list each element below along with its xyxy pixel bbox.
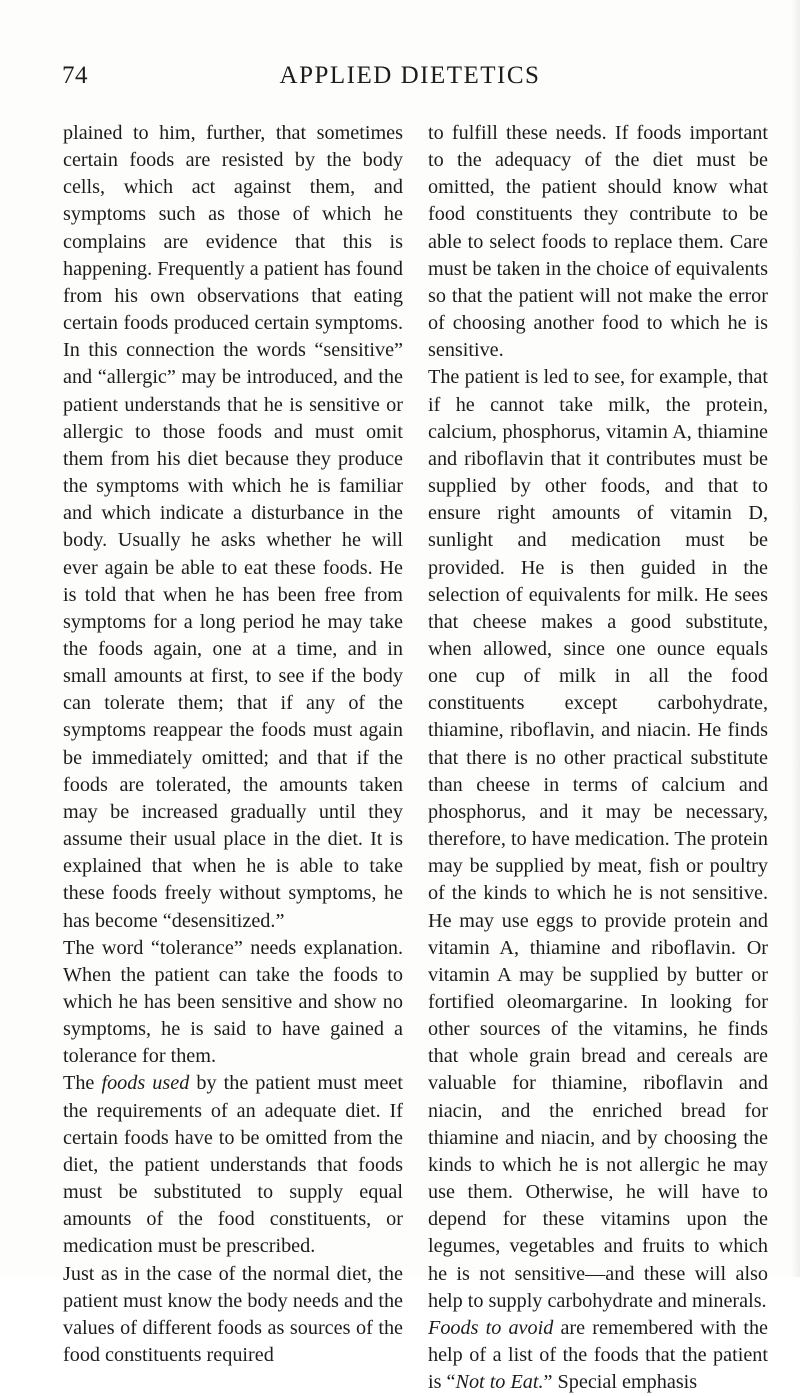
text-run: by the patient must meet the requirements of an adequate diet. If certain foods have to be omitted from the diet, the patient understands that foods must be substituted to supply equal amounts of the food constituents, or medication must be prescribed. bbox=[63, 1072, 404, 1258]
text-run: are remembered with the help of a list of the foods that the patient is “ bbox=[428, 1316, 768, 1394]
paragraph: The word “tolerance” needs explanation. When the patient can take the foods to which he has been sensitive and show no symptoms, he is said to have gained a tolerance for them. bbox=[63, 936, 403, 1068]
right-column bbox=[428, 120, 768, 1396]
page-header bbox=[0, 62, 800, 102]
paragraph: plained to him, further, that sometimes certain foods are resisted by the body cells, which act against them, and symptoms such as those of which he complains are evidence that this is happening. Frequently a patient has found from his own observations that eating certain foods produced certain symptoms. In this connection the words “sensitive” and “allergic” may be introduced, and the patient understands that he is sensitive or allergic to those foods and must omit them from his diet because they produce the symptoms with which he is familiar and which indicate a disturbance in the body. Usually he asks whether he will ever again be able to eat these foods. He is told that when he has been free from symptoms for a long period he may take the foods again, one at a time, and in small amounts at first, to see if the body can tolerate them; that if any of the symptoms reappear the foods must again be immediately omitted; and that if the foods are tolerated, the amounts taken may be increased gradually until they assume their usual place in the diet. It is explained that when he is able to take these foods freely without symptoms, he has become “desensitized.” bbox=[63, 122, 403, 932]
italic-term: foods used bbox=[101, 1072, 190, 1095]
paragraph: to fulfill these needs. If foods important to the adequacy of the diet must be omitted, the patient should know what food constituents they contribute to be able to select foods to replace them. Care must be taken in the choice of equivalents so that the patient will not make the error of choosing another food to which he is sensitive. bbox=[428, 122, 768, 362]
italic-term: Foods to avoid bbox=[428, 1316, 554, 1339]
paragraph: The patient is led to see, for example, that if he cannot take milk, the protein, calcium, phosphorus, vitamin A, thiamine and riboflavin that it contributes must be supplied by other foods, and that to ensure right amounts of vitamin D, sunlight and medication must be provided. He is then guided in the selection of equivalents for milk. He sees that cheese makes a good substitute, when allowed, since one ounce equals one cup of milk in all the food constituents except carbohydrate, thiamine, riboflavin, and niacin. He finds that there is no other practical substitute than cheese in terms of calcium and phosphorus, and it may be necessary, therefore, to have medication. The protein may be supplied by meat, fish or poultry of the kinds to which he is not sensitive. He may use eggs to provide protein and vitamin A, thiamine and riboflavin. Or vitamin A may be supplied by butter or fortified oleomargarine. In looking for other sources of the vitamins, he finds that whole grain bread and cereals are valuable for thiamine, riboflavin and niacin, and the enriched bread for thiamine and niacin, and by choosing the kinds to which he is not allergic he may use them. Otherwise, he will have to depend for these vitamins upon the legumes, vegetables and fruits to which he is not sensitive—and these will also help to supply carbohydrate and minerals. bbox=[428, 366, 768, 1312]
italic-term: Not to Eat. bbox=[455, 1371, 544, 1394]
left-column bbox=[63, 120, 403, 1369]
paragraph bbox=[63, 1070, 403, 1260]
running-title: APPLIED DIETETICS bbox=[279, 62, 541, 89]
paragraph bbox=[428, 1315, 768, 1396]
paragraph: Just as in the case of the normal diet, the patient must know the body needs and the values of different foods as sources of the food constituents required bbox=[63, 1262, 403, 1367]
text-run: The bbox=[63, 1072, 102, 1095]
text-run: ” Special emphasis bbox=[543, 1371, 698, 1394]
page-number: 74 bbox=[62, 62, 88, 89]
page-edge-shadow bbox=[792, 0, 800, 1277]
